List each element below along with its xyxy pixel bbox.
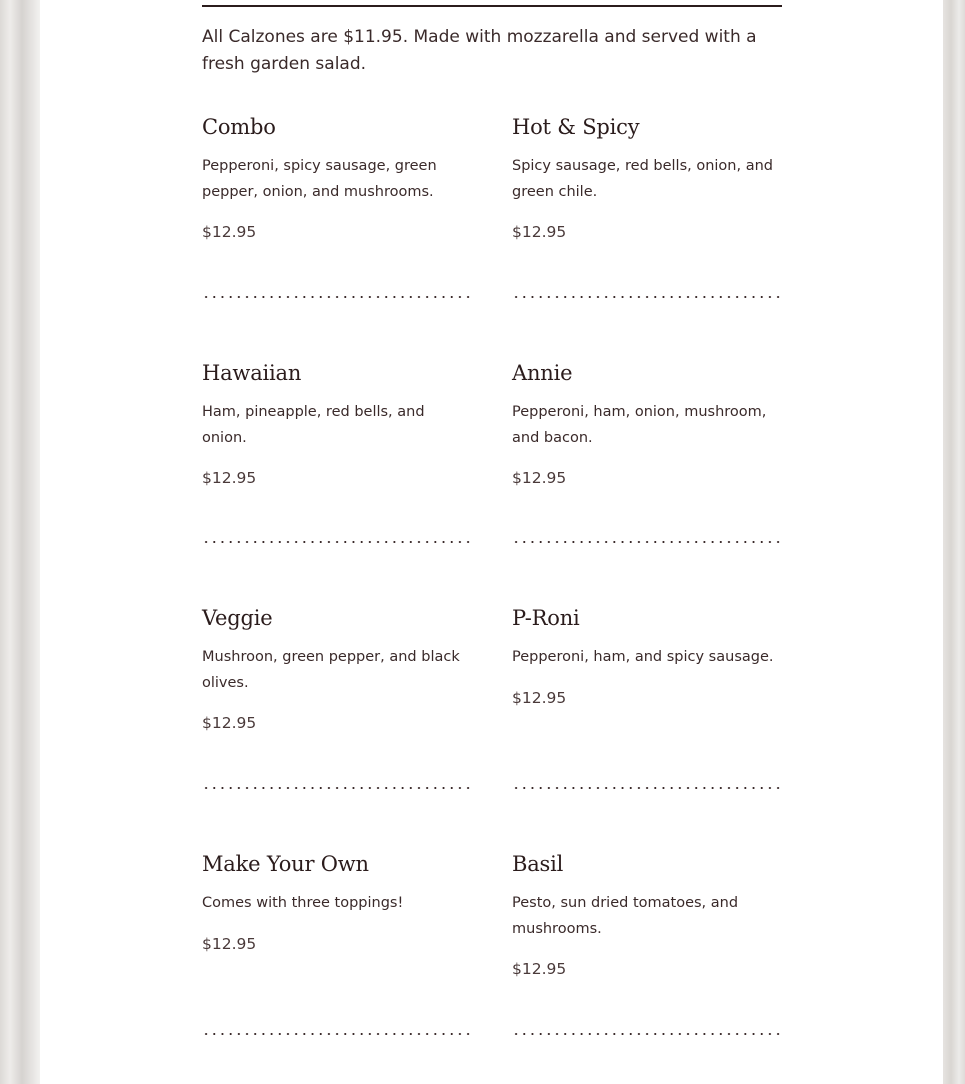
menu-item-hot-spicy bbox=[512, 112, 782, 243]
page-background-right bbox=[943, 0, 965, 1084]
dotted-divider bbox=[202, 1032, 472, 1036]
menu-item-basil bbox=[512, 849, 782, 980]
menu-item-hawaiian bbox=[202, 358, 472, 489]
menu-item-description: Ham, pineapple, red bells, and onion. bbox=[202, 404, 425, 446]
calzone-intro-text: All Calzones are $11.95. Made with mozzarella and served with a fresh garden salad. bbox=[202, 27, 757, 74]
menu-item-description: Pepperoni, ham, and spicy sausage. bbox=[512, 649, 774, 665]
menu-item-description: Comes with three toppings! bbox=[202, 895, 404, 911]
menu-item-title: P-Roni bbox=[512, 606, 580, 630]
menu-item-price: $12.95 bbox=[202, 469, 257, 487]
menu-item-price: $12.95 bbox=[202, 714, 257, 732]
dotted-divider bbox=[512, 295, 782, 299]
menu-item-price: $12.95 bbox=[512, 688, 567, 707]
menu-item-description: Spicy sausage, red bells, onion, and green chile. bbox=[512, 158, 773, 200]
dotted-divider bbox=[512, 540, 782, 544]
menu-item-price: $12.95 bbox=[202, 223, 257, 241]
menu-item-description: Pesto, sun dried tomatoes, and mushrooms. bbox=[512, 895, 739, 937]
menu-item-title: Basil bbox=[512, 852, 564, 876]
menu-item-price: $12.95 bbox=[512, 960, 567, 978]
menu-item-title: Hot & Spicy bbox=[512, 115, 640, 139]
dotted-divider bbox=[202, 295, 472, 299]
menu-item-description: Pepperoni, ham, onion, mushroom, and bacon. bbox=[512, 404, 767, 446]
menu-item-price: $12.95 bbox=[512, 223, 567, 241]
dotted-divider bbox=[512, 786, 782, 790]
menu-item-title: Hawaiian bbox=[202, 361, 302, 385]
menu-item-description: Pepperoni, spicy sausage, green pepper, onion, and mushrooms. bbox=[202, 158, 437, 200]
menu-item-title: Make Your Own bbox=[202, 852, 369, 876]
menu-item-combo bbox=[202, 112, 472, 243]
menu-item-price: $12.95 bbox=[512, 469, 567, 487]
menu-item-veggie bbox=[202, 603, 472, 734]
menu-item-description: Mushroon, green pepper, and black olives. bbox=[202, 649, 460, 691]
dotted-divider bbox=[202, 786, 472, 790]
dotted-divider bbox=[202, 540, 472, 544]
menu-item-title: Combo bbox=[202, 115, 276, 139]
menu-item-price: $12.95 bbox=[202, 934, 257, 953]
menu-item-annie bbox=[512, 358, 782, 489]
menu-item-make-your-own bbox=[202, 849, 472, 955]
menu-item-title: Annie bbox=[512, 361, 573, 385]
menu-item-title: Veggie bbox=[202, 606, 273, 630]
dotted-divider bbox=[512, 1032, 782, 1036]
section-divider bbox=[202, 5, 782, 7]
menu-item-p-roni bbox=[512, 603, 782, 709]
menu-panel bbox=[40, 0, 943, 1084]
